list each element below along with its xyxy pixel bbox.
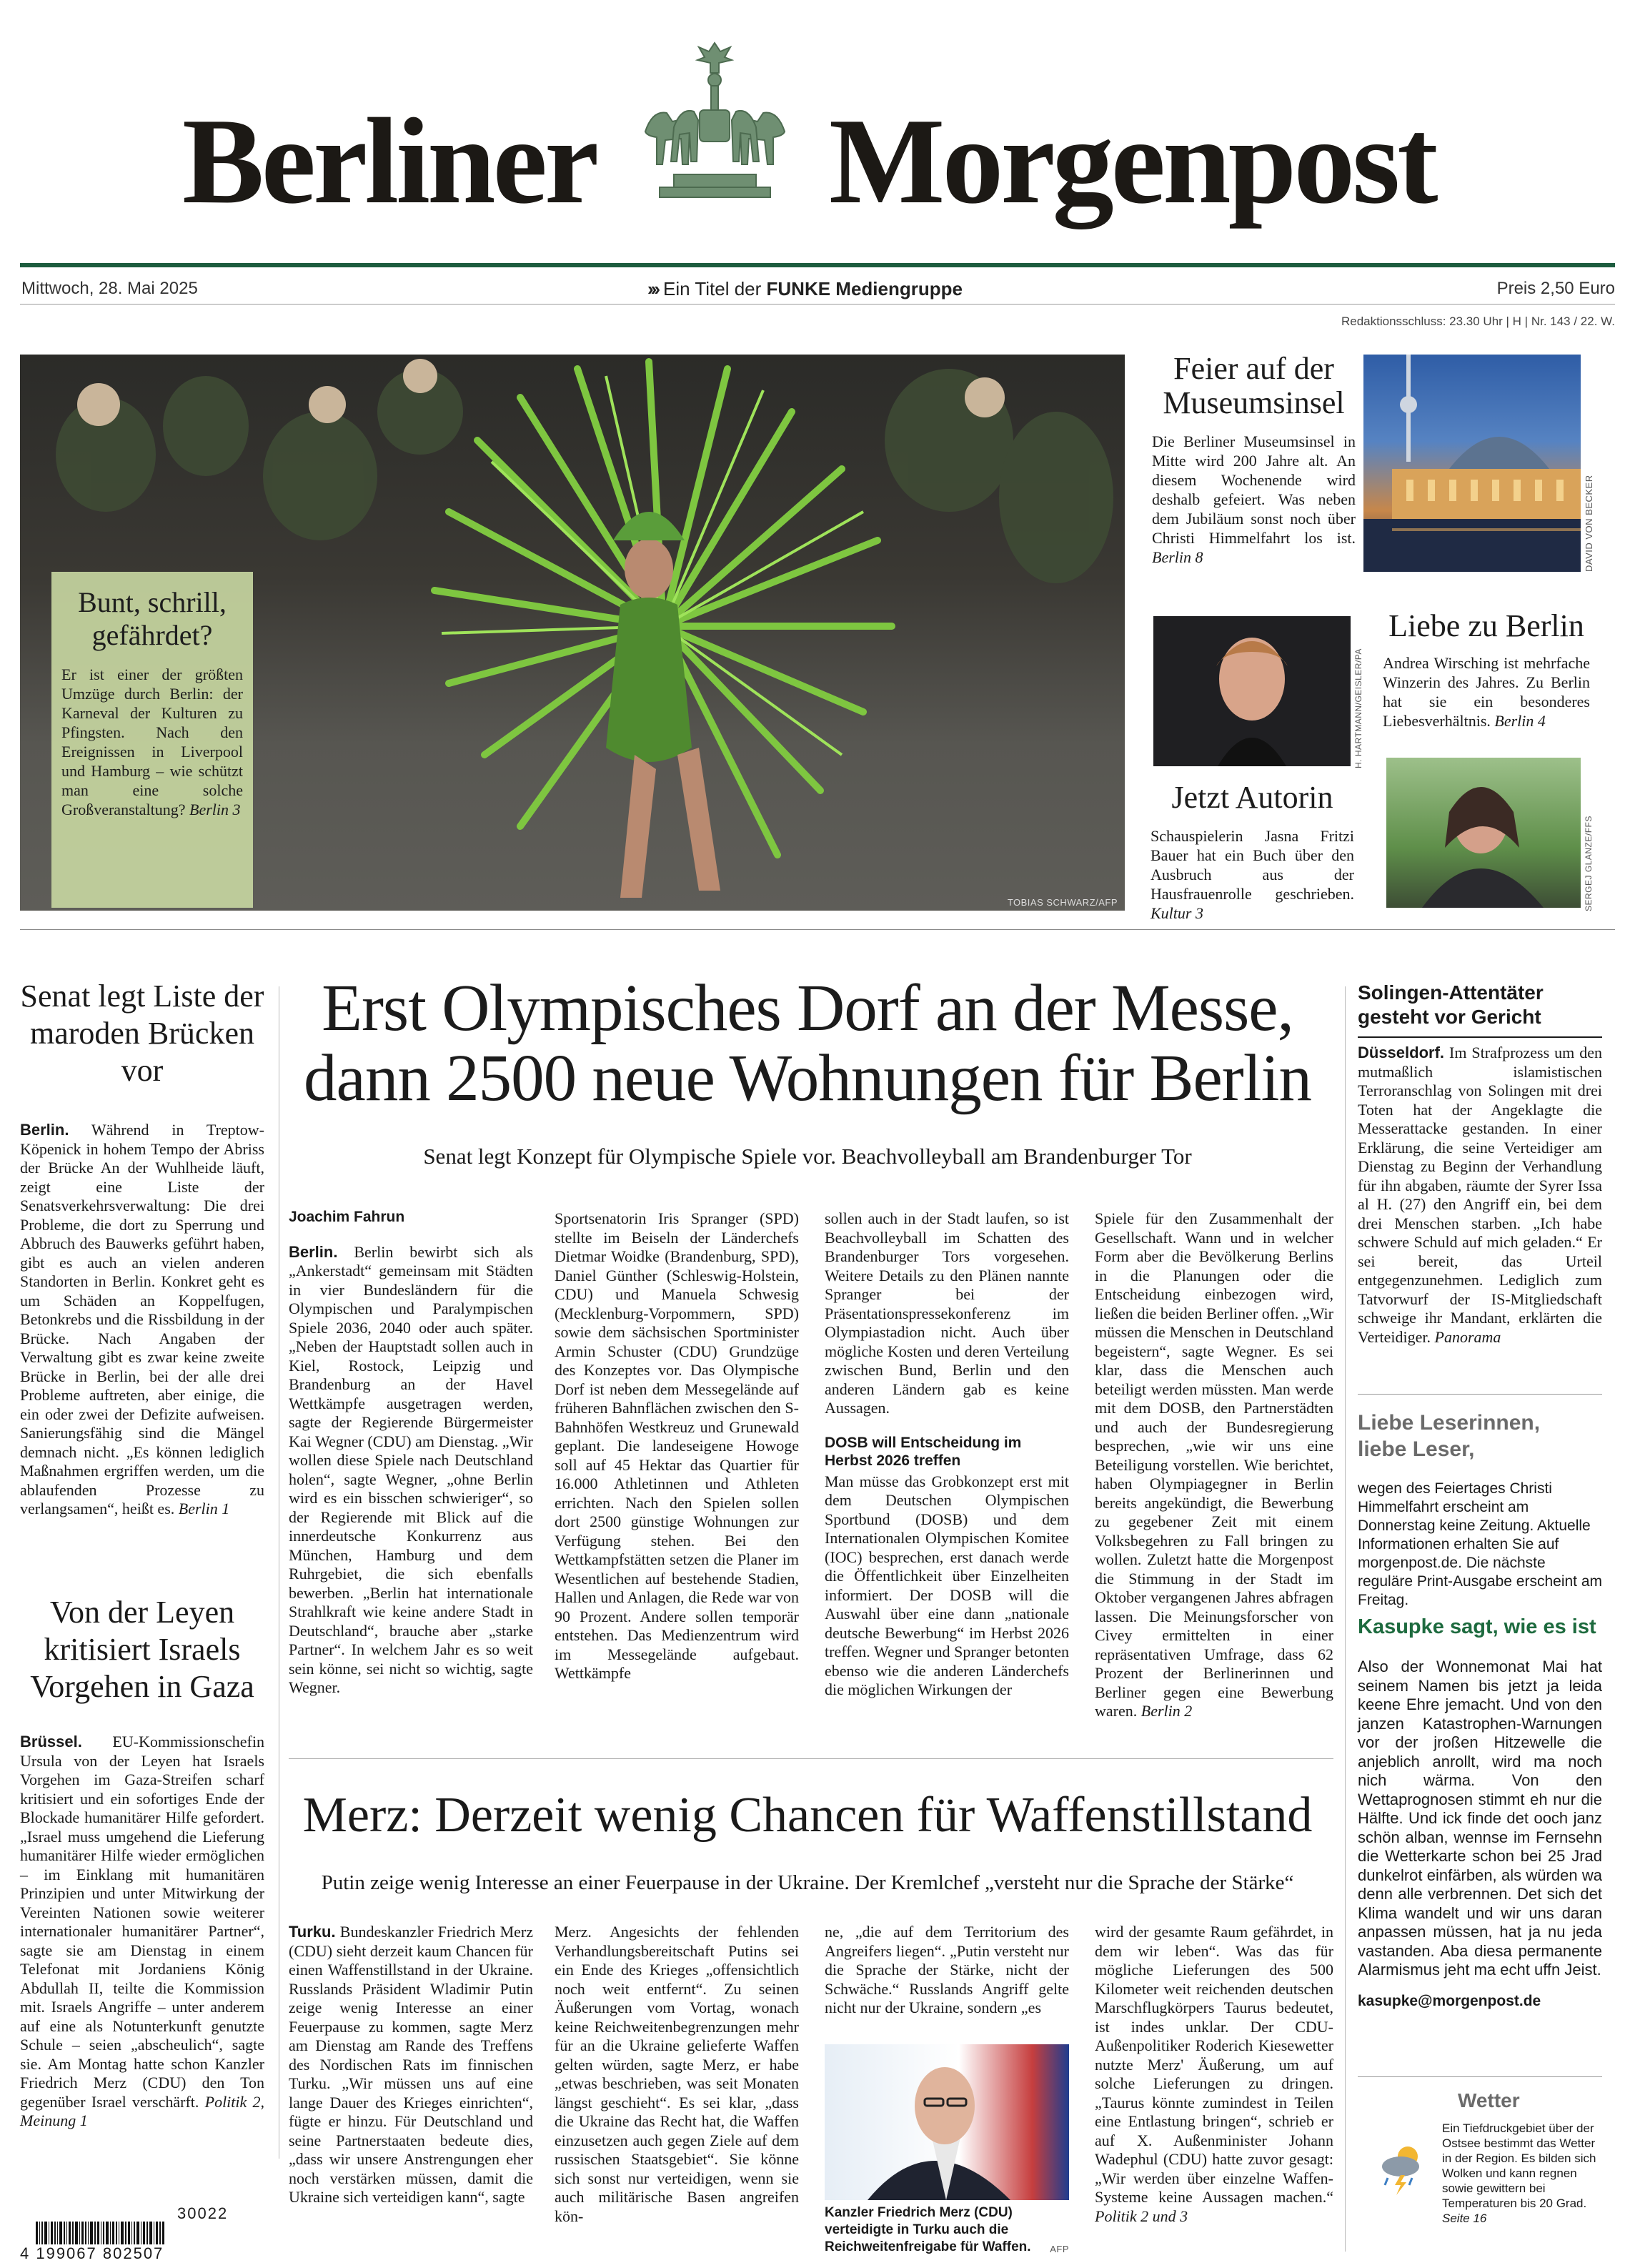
chevrons-icon: ››› bbox=[647, 278, 657, 299]
autorin-teaser[interactable] bbox=[1151, 781, 1354, 923]
masthead-green-rule bbox=[20, 263, 1615, 267]
olympia-col2: Sportsenatorin Iris Spranger (SPD) stellte im Beiseln der Länderchefs Dietmar Woidke (Brandenburg, SPD), Daniel Günther (Schleswig-Holstein, CDU) und Manuela Schwesig (Mecklenburg-Vorpommern, SPD) sowie dem sächsischen Sportminister Armin Schuster (CDU) Grundzüge des Konzeptes vor. Das Olympische Dorf ist neben dem Messegelände auf früheren Bahnflächen zwischen den S-Bahnhöfen Westkreuz und Grunewald geplant. Die landeseigene Howoge soll auf 45 Hektar das Quartier für 16.000 Athletinnen und Athleten errichten. Nach den Spielen sollen dort 2500 günstige Wohnungen zur Verfügung stehen. Bei den Wettkampfstätten setzen die Planer im Wesentlichen auf bestehende Stadien, Hallen und Anlagen, die Rede war von 90 Prozent. Andere sollen temporär entstehen. Das Medienzentrum wird im Messegelände aufgebaut. Wettkämpfe bbox=[555, 1209, 799, 1682]
olympia-subheadline: Senat legt Konzept für Olympische Spiele vor. Beachvolleyball am Brandenburger Tor bbox=[423, 1144, 1192, 1169]
merz-col2: Merz. Angesichts der fehlenden Verhandlungsbereitschaft Putins sei ein Ende des Krieges „offensichtlich noch weit entfernt“. Zu seinen Äußerungen vom Vortag, wonach keine Reichweitenbegrenzungen mehr für an die Ukraine gelieferte Waffen gelten würden, sagte Merz, er habe „etwas beschrieben, was seit Monaten längst geschieht“. Es sei klar, „dass die Ukraine das Recht hat, die Waffen einzusetzen auch gegen Ziele auf dem russischen Staatsgebiet“. Sie könne sich sonst nur verteidigen, wenn sie auch militärische Basen angreifen kön- bbox=[555, 1923, 799, 2225]
gaza-headline: Von der Leyen kritisiert Israels Vorgehen in Gaza bbox=[30, 1595, 254, 1704]
olympia-subhead: DOSB will Entscheidung im Herbst 2026 treffen bbox=[825, 1434, 1022, 1469]
merz-illustration bbox=[825, 2044, 1069, 2200]
autorin-text: Schauspielerin Jasna Fritzi Bauer hat ein Buch über den Ausbruch aus der Hausfrauenrolle geschrieben. Kultur 3 bbox=[1151, 827, 1354, 922]
olympia-headline[interactable]: Erst Olympisches Dorf an der Messe, dann 2500 neue Wohnungen für Berlin bbox=[304, 971, 1311, 1115]
museum-photo bbox=[1363, 355, 1581, 572]
masthead bbox=[0, 14, 1635, 229]
weather-thunderstorm-icon bbox=[1379, 2141, 1429, 2198]
merz-photo-credit: AFP bbox=[1050, 2244, 1069, 2254]
merz-headline[interactable]: Merz: Derzeit wenig Chancen für Waffenstillstand bbox=[302, 1788, 1313, 1843]
issue-price: Preis 2,50 Euro bbox=[1496, 279, 1615, 298]
liebe-illustration bbox=[1386, 758, 1581, 908]
wetter-text-top: Ein Tiefdruckgebiet über der Ostsee bestimmt das Wetter in der Region. Es bilden sich Wolken und kann regnen sowie gewittern bei Temperaturen bis 20 Grad. Seite 16 bbox=[1442, 2121, 1596, 2225]
merz-col4: wird der gesamte Raum gefährdet, in dem wir leben“. Was das für mögliche Lieferungen des 500 Kilometer weit reichenden deutschen Marschflugkörpers Taurus bedeutet, ist indes unklar. Der CDU-Außenpolitiker Roderich Kiesewetter nutzte Merz' Äußerung, um auf solche Lieferungen zu dringen. „Taurus könnte zumindest in Teilen eine Entlastung bringen“, schrieb er auf X. Außenminister Johann Wadephul (CDU) hatte zuvor gesagt: „Wir werden über einzelne Waffen-Systeme keine Aussagen machen.“ Politik 2 und 3 bbox=[1095, 1923, 1333, 2225]
gaza-text: Brüssel. EU-Kommissionschefin Ursula von der Leyen hat Israels Vorgehen im Gaza-Streifen scharf kritisiert und ein sofortiges Ende der Blockade humanitärer Hilfe gefordert. „Israel muss umgehend die Lieferung humanitärer Hilfe wieder ermöglichen – im Einklang mit humanitären Prinzipien und unter Mitwirkung der Vereinten Nationen sowie weiterer internationaler humanitärer Partner“, sagte sie am Dienstag in einem Telefonat mit Jordaniens König Abdullah II, teilte die Kommission mit. Israels Angriffe – unter anderem auf eine als Notunterkunft genutzte Schule – seien „abscheulich“, sagte sie. Am Montag hatte schon Kanzler Friedrich Merz (CDU) den Ton gegenüber Israel verschärft. Politik 2, Meinung 1 bbox=[20, 1733, 265, 2129]
liebe-photo bbox=[1386, 758, 1581, 908]
karneval-teaser[interactable] bbox=[51, 572, 253, 908]
kasupke-column[interactable] bbox=[1358, 1615, 1602, 2010]
museum-headline: Feier auf der Museumsinsel bbox=[1163, 351, 1345, 420]
leser-headline: Liebe Leserinnen, liebe Leser, bbox=[1358, 1411, 1541, 1461]
museum-teaser[interactable] bbox=[1152, 352, 1356, 567]
masthead-title-right: Morgenpost bbox=[829, 94, 1436, 229]
barcode bbox=[20, 2204, 249, 2262]
olympia-bottom-rule bbox=[289, 1758, 1333, 1759]
merz-caption: Kanzler Friedrich Merz (CDU) verteidigte in Turku auch die Reichweitenfreigabe für Waffen. AFP bbox=[825, 2205, 1069, 2254]
kasupke-headline: Kasupke sagt, wie es ist bbox=[1358, 1615, 1596, 1638]
autorin-photo-credit: H. HARTMANN/GEISLER/PA bbox=[1353, 648, 1363, 768]
olympia-col3: sollen auch in der Stadt laufen, so ist Beachvolleyball im Schatten des Brandenburger Tors vorgesehen. Weitere Details zu den Plänen nannte Spranger bei der Präsentationspressekonferenz im Olympiastadion nicht. Auch über mögliche Kosten und deren Verteilung zwischen Bund, Berlin und den anderen Ländern gab es keine Aussagen. DOSB will Entscheidung im Herbst 2026 treffen Man müsse das Grobkonzept erst mit dem Deutschen Olympischen Sportbund (DOSB) und dem Internationalen Olympischen Komitee (IOC) besprechen, erst danach werde die Öffentlichkeit über Einzelheiten informiert. Der DOSB will die Auswahl über eine dann „nationale deutsche Bewerbung“ im Herbst 2026 treffen. Wegner und Spranger betonten ebenso wie die anderen Länderchefs die möglichen Wirkungen der bbox=[825, 1209, 1069, 1698]
karneval-text: Er ist einer der größten Umzüge durch Berlin: der Karneval der Kulturen zu Pfingsten. Nach den Ereignissen in Liverpool und Hamburg – wie schützt man eine solche Großveranstaltung? Berlin 3 bbox=[61, 665, 243, 818]
quadriga-logo-icon bbox=[631, 39, 799, 203]
liebe-photo-credit: SERGEJ GLANZE/FFS bbox=[1584, 816, 1594, 911]
merz-subheadline: Putin zeige wenig Interesse an einer Feuerpause in der Ukraine. Der Kremlchef „versteht nur die Sprache der Stärke“ bbox=[321, 1871, 1294, 1894]
autorin-photo bbox=[1153, 616, 1351, 766]
top-section-rule bbox=[20, 929, 1615, 930]
solingen-headline: Solingen-Attentäter gesteht vor Gericht bbox=[1358, 981, 1544, 1028]
olympia-col1: Joachim Fahrun Berlin. Berlin bewirbt sich als „Ankerstadt“ gemeinsam mit Städten in vier Bundesländern für die Olympischen und Paralympischen Spiele 2036, 2040 oder auch später. „Neben der Hauptstadt sollen auch in Kiel, Rostock, Leipzig und Brandenburg an der Havel Wettkämpfe ausgetragen werden, sagte der Regierende Bürgermeister Kai Wegner (CDU) am Dienstag. „Wir wollen diese Spiele nach Deutschland holen“, sagte Wegner, „ohne Berlin wird es ein bisschen schwieriger“, so der Regierende mit Blick auf die innerdeutsche Konkurrenz aus München, Hamburg und dem Ruhrgebiet, die sich ebenfalls bewerben. „Berlin hat internationale Strahlkraft wie keine andere Stadt in Deutschland“, brauche aber „starke Partner“. In welchem Jahr es so weit sein könne, sei nicht so wichtig, sagte Wegner. bbox=[289, 1209, 534, 1696]
autorin-headline: Jetzt Autorin bbox=[1171, 780, 1333, 815]
autorin-illustration bbox=[1153, 616, 1351, 766]
solingen-text: Düsseldorf. Im Strafprozess um den mutmaßlich islamistischen Terroranschlag von Solingen mit drei Toten hat der Angeklagte die Messerattacke gestanden. In einer Erklärung, die seine Verteidiger am Dienstag zu Beginn der Verhandlung für ihn abgaben, räumte der Syrer Issa al H. (27) den Angriff ein, bei dem drei Menschen starben. „Ich habe schwere Schuld auf mich geladen.“ Er sei bereit, das Urteil entgegenzunehmen. Lediglich zum Tatvorwurf der IS-Mitgliedschaft schweige ihr Mandant, erklärten die Verteidiger. Panorama bbox=[1358, 1044, 1603, 1346]
liebe-text: Andrea Wirsching ist mehrfache Winzerin des Jahres. Zu Berlin hat sie ein besonderes Liebesverhältnis. Berlin 4 bbox=[1383, 654, 1590, 730]
merz-col3: ne, „die auf dem Territorium des Angreifers liegen“. „Putin versteht nur die Sprache der Stärke, nicht der Schwäche.“ Russlands Angriff gelte nicht nur der Ukraine, sondern „es bbox=[825, 1923, 1069, 2016]
gaza-article[interactable] bbox=[20, 1594, 264, 2131]
liebe-headline: Liebe zu Berlin bbox=[1388, 608, 1584, 643]
barcode-bars-icon bbox=[36, 2222, 164, 2244]
museum-photo-credit: DAVID VON BECKER bbox=[1584, 475, 1594, 572]
bruecken-article[interactable] bbox=[20, 978, 264, 1519]
wetter-top-rule bbox=[1358, 2076, 1602, 2077]
solingen-rule bbox=[1358, 1036, 1602, 1038]
bruecken-headline: Senat legt Liste der maroden Brücken vor bbox=[20, 979, 264, 1088]
main-photo-credit: TOBIAS SCHWARZ/AFP bbox=[1007, 897, 1118, 908]
publisher-line: ››› Ein Titel der FUNKE Mediengruppe bbox=[647, 278, 963, 299]
wetter-headline: Wetter bbox=[1458, 2089, 1520, 2111]
solingen-article[interactable] bbox=[1358, 981, 1602, 1347]
barcode-top-number: 30022 bbox=[177, 2204, 229, 2222]
leser-text: wegen des Feiertages Christi Himmelfahrt erscheint am Donnerstag keine Zeitung. Aktuelle Informationen erhalten Sie auf morgenpost.de. Die nächste reguläre Print-Ausgabe erscheint am Freitag. bbox=[1358, 1480, 1603, 1608]
kasupke-text: Also der Wonnemonat Mai hat seinem Namen bis jetzt ja leida keene Ehre jemacht. Und von den janzen Katastrophen-Warnungen vor der jroßen Hitzewelle die anjeblich anrollt, wird ma noch nich wärma. Von den Wettaprognosen stimmt eh nur die Hälfte. Und ick finde det ooch janz schön alban, wennse im Fernsehn die Wetterkarte schon bei 25 Jrad dunkelrot einfärben, als würden wa denn alle verbrennen. Det sich det Klima wandelt und wir uns daran anpassen müssen, hat ja nu jeda vastanden. Aba diesa permanente Alarmismus jeht ma echt uffn Jeist. bbox=[1358, 1658, 1602, 1979]
olympia-author: Joachim Fahrun bbox=[289, 1209, 405, 1225]
merz-col1: Turku. Bundeskanzler Friedrich Merz (CDU) sieht derzeit kaum Chancen für einen Waffenstillstand in der Ukraine. Russlands Präsident Wladimir Putin zeige wenig Interesse an einer Feuerpause zu kommen, sagte Merz am Dienstag am Rande des Treffens des Nordischen Rats im finnischen Turku. „Wir müssen uns auf eine lange Dauer des Krieges einrichten“, fügte er hinzu. Für Deutschland und seine Partnerstaaten bedeute dies, „dass wir unsere Anstrengungen eher noch verstärken müssen, damit die Ukraine sich verteidigen kann“, sagte bbox=[289, 1923, 533, 2206]
olympia-col4: Spiele für den Zusammenhalt der Gesellschaft. Wann und in welcher Form aber die Bevölkerung Berlins in die Planungen oder die Entscheidung einbezogen wird, ließen die beiden Berliner offen. „Wir müssen die Menschen in Deutschland begeistern“, sagte Wegner. Es sei klar, dass die Menschen auch beteiligt werden müssten. Man werde mit dem DOSB, den Partnerstädten und auch der Bundesregierung besprechen, „wie wir uns eine Beteiligung vorstellen. Wie berichtet, haben Olympiagegner in Berlin bereits angekündigt, die Bewerbung zu gegebener Zeit mit einem Volksbegehren zu Fall bringen zu wollen. Zuletzt hatte die Morgenpost die Stimmung in der Stadt im Oktober vergangenen Jahres abfragen lassen. Die Meinungsforscher von Civey ermittelten in einer repräsentativen Umfrage, dass 62 Prozent der Berlinerinnen und Berliner gegen eine Bewerbung waren. Berlin 2 bbox=[1095, 1209, 1333, 1720]
liebe-teaser[interactable] bbox=[1383, 609, 1590, 731]
karneval-headline: Bunt, schrill, gefährdet? bbox=[78, 586, 227, 651]
bruecken-text: Berlin. Während in Treptow-Köpenick in hohem Tempo der Abriss der Brücke An der Wuhlheide läuft, zeigt eine Liste der Senatsverkehrsverwaltung: Die drei Probleme, die dort zu Sperrung und Abbruch des Bauwerks geführt haben, gibt es auch an vielen anderen Standorten in Berlin. Konkret geht es um Schäden an Koppelfugen, Betonkrebs und die Rissbildung in der Brücke. Nach Angaben der Verwaltung gibt es zwar keine zweite Brücke in Berlin, bei der alle drei Probleme auftreten, aber einige, die ein oder zwei der Defizite aufweisen. Sanierungsfähig sind die Mängel demnach nicht. „Es können lediglich Maßnahmen ergriffen werden, um die ablaufenden Prozesse zu verlangsamen“, heißt es. Berlin 1 bbox=[20, 1121, 264, 1517]
museum-text: Die Berliner Museumsinsel in Mitte wird 200 Jahre alt. An diesem Wochenende wird deshalb gefeiert. Was neben dem Jubiläum sonst noch über Christi Himmelfahrt los ist. Berlin 8 bbox=[1152, 432, 1356, 566]
merz-photo bbox=[825, 2044, 1069, 2200]
barcode-bottom-number: 4 199067 802507 bbox=[20, 2244, 164, 2262]
kasupke-email[interactable]: kasupke@morgenpost.de bbox=[1358, 1992, 1541, 2009]
bode-museum-illustration bbox=[1363, 355, 1581, 572]
issue-date: Mittwoch, 28. Mai 2025 bbox=[21, 279, 198, 298]
right-column-rule bbox=[1345, 986, 1346, 2252]
leser-box bbox=[1358, 1410, 1602, 1610]
edition-info: Redaktionsschluss: 23.30 Uhr | H | Nr. 143 / 22. W. bbox=[1341, 315, 1615, 328]
leser-top-rule bbox=[1358, 1394, 1602, 1395]
masthead-title-left: Berliner bbox=[182, 94, 597, 229]
